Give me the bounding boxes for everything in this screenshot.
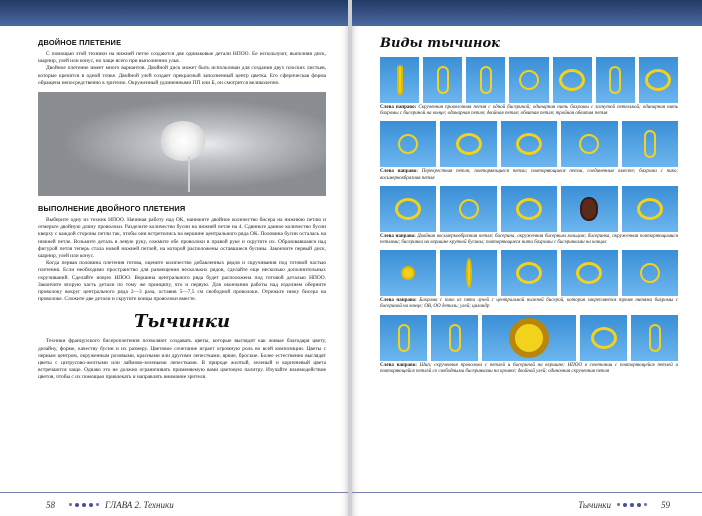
photo-row-2 bbox=[380, 121, 678, 167]
photo-row-1 bbox=[380, 57, 678, 103]
section-title-executing-double-weaving: ВЫПОЛНЕНИЕ ДВОЙНОГО ПЛЕТЕНИЯ bbox=[38, 204, 186, 214]
stamen-photo bbox=[440, 121, 496, 167]
stamen-photo bbox=[380, 57, 419, 103]
paragraph: С помощью этой техники на нижней петле создаются две одинаковые детали НПОО. Ее используют, выполняя диск, шарнир, улей или конус, но чаще всего при выполнении улья. bbox=[38, 51, 326, 65]
stamen-photo bbox=[561, 186, 617, 232]
stamen-photo bbox=[380, 250, 436, 296]
left-footer bbox=[0, 492, 348, 516]
photo-row-5 bbox=[380, 315, 678, 361]
caption: Слева направо: Двойная восьмерковбразная петля; бисерина, окруженная бисерным кольцом; бисеринка, окруженная повторяющимися петлями; бисеринка на вершине крупной бусины; повторяющиеся нити бахромы с бисеринками на концах bbox=[380, 233, 678, 246]
flower-stem-image bbox=[188, 156, 190, 192]
paragraph: Двойное плетение имеет много вариантов. Двойной диск может быть использован для создания двух плоских листьев, которые крепятся в одной точке. Двойной улей создает прекрасный заполненный центр цветка. Его сферическая форма обращена непосредственно к зрителю. Окруженный удлиненными ПП или Б, он смотрится великолепно. bbox=[38, 65, 326, 86]
stamen-photo bbox=[501, 121, 557, 167]
stamen-photo bbox=[482, 315, 576, 361]
stamen-photo bbox=[631, 315, 678, 361]
section-title-double-weaving: ДВОЙНОЕ ПЛЕТЕНИЕ bbox=[38, 38, 122, 47]
photo-row-3 bbox=[380, 186, 678, 232]
left-page-content bbox=[0, 30, 348, 490]
stamen-photo bbox=[622, 186, 678, 232]
stamen-photo bbox=[561, 121, 617, 167]
footer-dots-icon bbox=[617, 503, 647, 507]
page-title: Виды тычинок bbox=[380, 36, 500, 51]
stamen-photo bbox=[501, 250, 557, 296]
right-page bbox=[352, 0, 702, 516]
footer-dots-icon bbox=[69, 503, 99, 507]
top-band bbox=[352, 0, 702, 26]
stamen-photo bbox=[380, 121, 436, 167]
caption: Слева направо: Бахрома с пико из пяти лучей с центральной нижней бисерой, которая закрепляется тремя нитями бахромы с бисериной на конце; ОВ, ОО деталь; улей; цилиндр bbox=[380, 298, 678, 310]
paragraph: Когда первая половина плетения готова, оцените количество добавленных рядов и скручивания под готовой частью плетения. Если необходимо пространство для размещения нескольких рядов, сделайте еще несколько дополнительных скручиваний. Сделайте новую НПОО. Вершина центрального ряда будет расположена под готовой деталью НПОО. Закончите вторую часть детали по тому же принципу, что и первую. Для окончания работы над изделием оберните проволоку вокруг центрального ряда 2—3 раза, оставив 5—7,5 см свободной проволоки. Отрежьте нижу бисера на проволоке. Сложите две детали и скрутите концы проволоки вместе. bbox=[38, 260, 326, 303]
photo-row-4 bbox=[380, 250, 678, 296]
paragraph: Техники французского бисероплетения позволяют создавать цветы, которые выглядят как живые благодаря цвету, дизайну, форме, качеству бусин и их размеру. Цветовое сочетание играет огромную роль во всей композиции. Цветы с черным центром, окруженным розовыми, красными или другими лепестками, яркие, броские. Более естественно выглядят цветы с цитрусово-желтыми или лаймово-зелеными лепестками. В природе желтый, зеленый и коричневый цвета встречаются чаще. Однако это не должно ограничивать применяемую вами цветовую палитру. Изучайте взаимодействие цветов, чтобы с их помощью привлекать и направлять внимание зрителя. bbox=[38, 338, 326, 381]
right-footer bbox=[352, 492, 702, 516]
stamen-photo bbox=[440, 250, 496, 296]
top-band bbox=[0, 0, 348, 26]
stamen-photo bbox=[501, 186, 557, 232]
left-page bbox=[0, 0, 348, 516]
stamen-photo bbox=[466, 57, 505, 103]
stamen-photo bbox=[561, 250, 617, 296]
right-page-content bbox=[352, 30, 702, 490]
stamen-photo bbox=[553, 57, 592, 103]
stamen-photo bbox=[580, 315, 627, 361]
running-head: ГЛАВА 2. Техники bbox=[105, 499, 174, 510]
stamen-photo bbox=[440, 186, 496, 232]
stamen-photo bbox=[380, 315, 427, 361]
page-number: 59 bbox=[661, 499, 670, 510]
running-head: Тычинки bbox=[578, 499, 611, 510]
caption: Слева направо: Перекрестная петля; повторяющиеся петли; повторяющиеся петли, соединенные вместе; бахрома с пико; восьмерковбразная петля bbox=[380, 169, 678, 181]
beaded-flower-image bbox=[159, 121, 207, 161]
caption: Слева направо: Шип; скрученная проволока с петлей и бисериной на вершине; НПОО в сочетании с повторяющейся петлей и повторяющейся петлей со свободными бисеринками на кромке; двойной улей; одиночная скрученная петля bbox=[380, 362, 679, 374]
caption: Слева направо: Скрученная проволочная петля с одной бисериной; одинарная нить бахромы с загнутой петелькой; одинарная нить бахромы с бисериной на конце; одинарная петля; двойная петля; обвитая петля; тройная обвитая петля bbox=[380, 105, 679, 117]
stamen-photo bbox=[596, 57, 635, 103]
page-number: 58 bbox=[46, 499, 55, 510]
white-flower-photo bbox=[38, 92, 326, 196]
stamen-photo bbox=[622, 250, 678, 296]
stamen-photo bbox=[423, 57, 462, 103]
paragraph: Выберите одну из техник НПОО. Начиная работу над ОК, нанижите двойное количество бисера на нижнюю петлю и отмерьте двойную длину проволоки. Разделите количество бусин на нижней петле на 4. Сдвиньте данное количество бусин кверху с каждой стороны петли так, чтобы они встретились на вершине центрального ряда ОК. Половина бусин осталась на нижней петле. Возьмите деталь в левую руку, сожмите обе проволоки в правой руке и скрутите их. Образовавшаяся над фигурой петля теперь стала новой нижней петлей, на которой расположены оставшиеся бусины. Закончите первый диск, шарнир, улей или конус. bbox=[38, 217, 326, 260]
stamen-photo bbox=[639, 57, 678, 103]
stamen-photo bbox=[380, 186, 436, 232]
stamen-photo bbox=[509, 57, 548, 103]
stamen-photo bbox=[431, 315, 478, 361]
stamen-photo bbox=[622, 121, 678, 167]
section-title-stamens: Тычинки bbox=[133, 311, 231, 333]
